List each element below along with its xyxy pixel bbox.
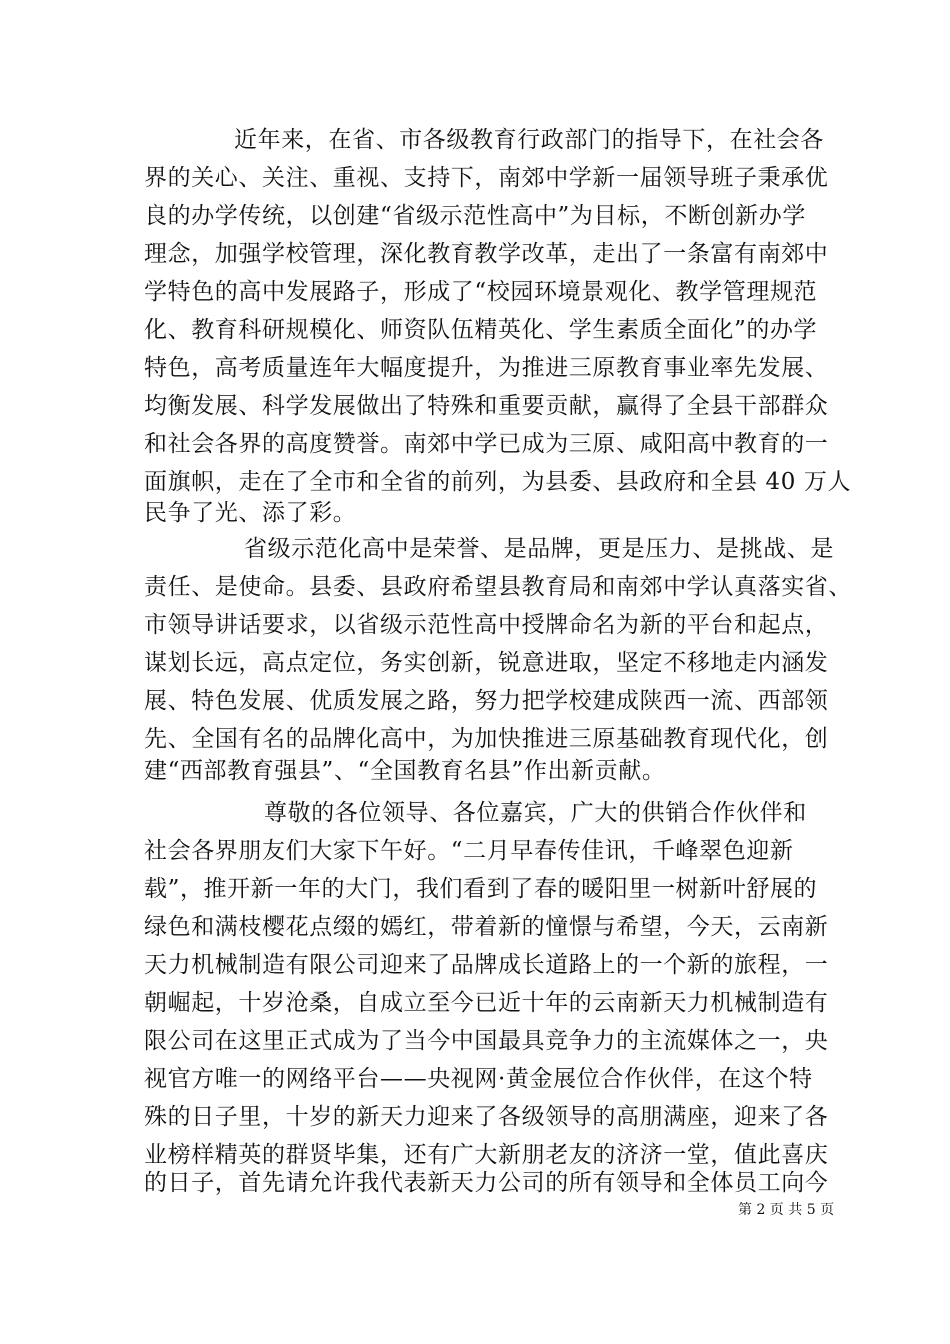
text-line: 良的办学传统，以创建“省级示范性高中”为目标，不断创新办学 <box>144 203 806 229</box>
text-line: 先、全国有名的品牌化高中，为加快推进三原基础教育现代化，创 <box>144 726 829 752</box>
text-line: 绿色和满枝樱花点缀的嫣红，带着新的憧憬与希望，今天，云南新 <box>144 914 829 940</box>
text-line: 天力机械制造有限公司迎来了品牌成长道路上的一个新的旅程，一 <box>144 952 829 978</box>
text-line: 业榜样精英的群贤毕集，还有广大新朋老友的济济一堂，值此喜庆 <box>144 1142 829 1168</box>
text-line: 化、教育科研规模化、师资队伍精英化、学生素质全面化”的办学 <box>144 317 818 343</box>
text-line: 的日子，首先请允许我代表新天力公司的所有领导和全体员工向今 <box>144 1170 829 1196</box>
text-line: 民争了光、添了彩。 <box>144 500 357 526</box>
text-line: 近年来，在省、市各级教育行政部门的指导下，在社会各 <box>234 127 824 153</box>
text-line: 理念，加强学校管理，深化教育教学改革，走出了一条富有南郊中 <box>144 241 829 267</box>
text-line: 限公司在这里正式成为了当今中国最具竞争力的主流媒体之一，央 <box>144 1028 829 1054</box>
text-line: 尊敬的各位领导、各位嘉宾，广大的供销合作伙伴和 <box>264 800 807 826</box>
text-line: 和社会各界的高度赞誉。南郊中学已成为三原、咸阳高中教育的一 <box>144 431 829 457</box>
text-line: 载”，推开新一年的大门，我们看到了春的暖阳里一树新叶舒展的 <box>144 876 818 902</box>
text-line: 展、特色发展、优质发展之路，努力把学校建成陕西一流、西部领 <box>144 688 829 714</box>
text-line: 谋划长远，高点定位，务实创新，锐意进取，坚定不移地走内涵发 <box>144 650 829 676</box>
text-line: 界的关心、关注、重视、支持下，南郊中学新一届领导班子秉承优 <box>144 165 829 191</box>
text-line: 均衡发展、科学发展做出了特殊和重要贡献，赢得了全县干部群众 <box>144 393 829 419</box>
text-line: 市领导讲话要求，以省级示范性高中授牌命名为新的平台和起点， <box>144 612 829 638</box>
text-line: 建“西部教育强县”、“全国教育名县”作出新贡献。 <box>144 758 666 784</box>
page-number-footer: 第 2 页 共 5 页 <box>738 1202 835 1218</box>
text-line: 责任、是使命。县委、县政府希望县教育局和南郊中学认真落实省、 <box>144 574 852 600</box>
text-line: 殊的日子里，十岁的新天力迎来了各级领导的高朋满座，迎来了各 <box>144 1104 829 1130</box>
text-line: 省级示范化高中是荣誉、是品牌，更是压力、是挑战、是 <box>244 536 834 562</box>
text-line: 学特色的高中发展路子，形成了“校园环境景观化、教学管理规范 <box>144 279 818 305</box>
text-line: 特色，高考质量连年大幅度提升，为推进三原教育事业率先发展、 <box>144 355 829 381</box>
text-line: 社会各界朋友们大家下午好。“二月早春传佳讯，千峰翠色迎新 <box>144 838 794 864</box>
text-line: 面旗帜，走在了全市和全省的前列，为县委、县政府和全县 40 万人 <box>144 469 852 495</box>
text-line: 视官方唯一的网络平台——央视网·黄金展位合作伙伴，在这个特 <box>144 1066 813 1092</box>
text-line: 朝崛起，十岁沧桑，自成立至今已近十年的云南新天力机械制造有 <box>144 990 829 1016</box>
